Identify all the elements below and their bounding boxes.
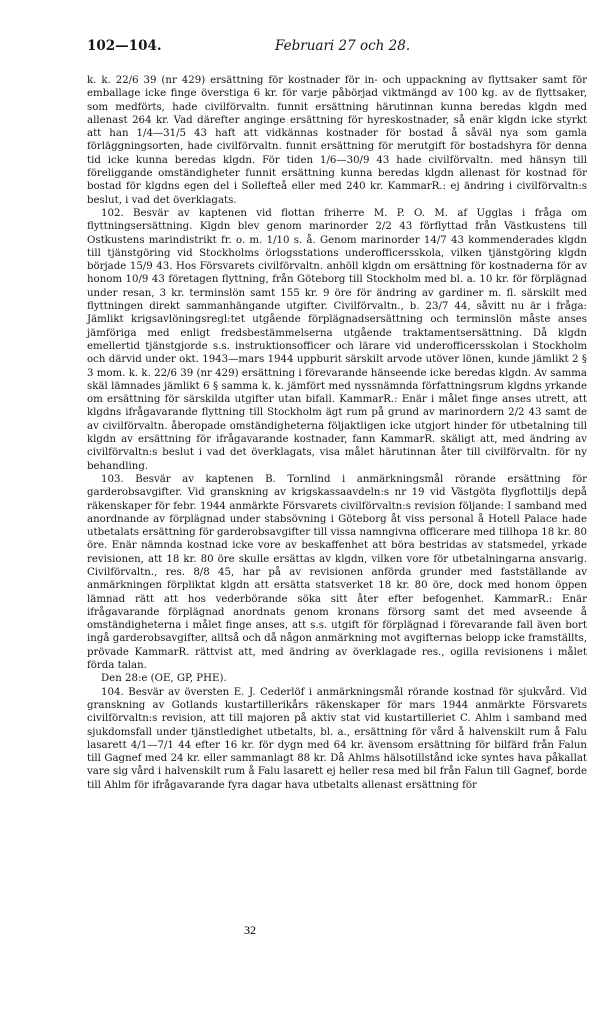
paragraph-case-102: 102. Besvär av kaptenen vid flottan friherre M. P. O. M. af Ugglas i fråga om flyttningsersättning. Klgdn blev genom marinorder 2/2 43 förflyttad från Västkustens till Ostkustens marindistrikt fr. o. m. 1/10 s. å. Genom marinorder 14/7 43 kommenderades klgdn till tjänstgöring vid Stockholms örlogsstations underofficersskola, vilken tjänstgöring klgdn började 15/9 43. Hos Försvarets civilförvaltn. anhöll klgdn om ersättning för kostnaderna för av honom 10/9 43 företagen flyttning, från Göteborg till Stockholm med bl. a. 10 kr. för förplägnad under resan, 3 kr. terminslön samt 155 kr. 9 öre för ändring av gardiner m. fl. särskilt med flyttningen direkt sammanhängande utgifter. Civilförvaltn., b. 23/7 44, såvitt nu är i fråga: Jämlikt krigsavlöningsregl:tet utgående förplägnadsersättning och terminslön måste anses jämföriga med enligt fredsbestämmelserna utgående traktamentsersättning. Då klgdn emellertid tjänstgjorde s.s. instruktionsofficer och lärare vid underofficersskolan i Stockholm och därvid under okt. 1943—mars 1944 uppburit särskilt arvode utöver lönen, kunde jämlikt 2 § 3 mom. k. k. 22/6 39 (nr 429) ersättning i förevarande hänseende icke beredas klgdn. Av samma skäl lämnades jämlikt 6 § samma k. k. jämfört med nyssnämnda författningsrum klgdns yrkande om ersättning för särskilda utgifter utan bifall. KammarR.: Enär i målet finge anses utrett, att klgdns ifrågavarande flyttning till Stockholm ägt rum på grund av marinordern 2/2 43 samt de av civilförvaltn. åberopade omständigheterna följaktligen icke utgjort hinder för utbetalning till klgdn av ersättning för ifrågavarande kostnader, fann KammarR. skäligt att, med ändring av civilförvaltn:s beslut i vad det överklagats, visa målet härutinnan åter till civilförvaltn. för ny behandling. [87, 207, 587, 472]
page-footer [0, 923, 500, 938]
case-range: 102—104. [87, 38, 162, 54]
date-subheading: Den 28:e (OE, GP, PHE). [101, 673, 227, 685]
body-text [87, 74, 587, 792]
header-date: Februari 27 och 28. [275, 38, 411, 54]
paragraph-case-103: 103. Besvär av kaptenen B. Tornlind i anmärkningsmål rörande ersättning för garderobsavgifter. Vid granskning av krigskassaavdeln:s nr 19 vid Västgöta flygflottiljs depå räkenskaper för febr. 1944 anmärkte Försvarets civilförvaltn:s revision följande: I samband med anordnande av förplägnad under stabsövning i Göteborg åt viss personal å Hotell Palace hade utbetalats ersättning för garderobsavgifter till vissa namngivna officerare med tillhopa 18 kr. 80 öre. Enär nämnda kostnad icke vore av beskaffenhet att böra bestridas av statsmedel, yrkade revisionen, att 18 kr. 80 öre skulle ersättas av klgdn, vilken vore för utbetalningarna ansvarig. Civilförvaltn., res. 8/8 45, har på av revisionen anförda grunder med fastställande av anmärkningen förpliktat klgdn att ersätta statsverket 18 kr. 80 öre, dock med honom öppen lämnad rätt att hos vederbörande söka sitt åter efter befogenhet. KammarR.: Enär ifrågavarande förplägnad anordnats genom kronans försorg samt det med avseende å omständigheterna i målet finge anses, att s.s. utgift för förplägnad i förevarande fall även bort ingå garderobsavgifter, alltså och då någon anmärkning mot avgifternas belopp icke framställts, prövade KammarR. rättvist att, med ändring av överklagade res., ogilla revisionens i målet förda talan. [87, 473, 587, 672]
page-header [87, 38, 587, 58]
paragraph-continuation: k. k. 22/6 39 (nr 429) ersättning för kostnader för in- och uppackning av flyttsaker samt för emballage icke finge överstiga 6 kr. för varje påbörjad viktmängd av 100 kg. av de flyttsaker, som medförts, hade civilförvaltn. funnit ersättning härutinnan kunna beredas klgdn med allenast 264 kr. Vad därefter anginge ersättning för hyreskostnader, så enär klgdn icke styrkt att han 1/4—31/5 43 haft att vidkännas kostnader för bostad å såväl nya som gamla förläggningsorten, hade civilförvaltn. funnit ersättning för merutgift för bostadshyra för denna tid icke kunna beredas klgdn. För tiden 1/6—30/9 43 hade civilförvaltn. med hänsyn till föreliggande omständigheter funnit ersättning kunna beredas klgdn allenast för kostnad för bostad för klgdns egen del i Sollefteå eller med 240 kr. KammarR.: ej ändring i civilförvaltn:s beslut, i vad det överklagats. [87, 75, 587, 206]
document-page [87, 38, 587, 792]
page-number: 32 [244, 923, 256, 937]
paragraph-case-104: 104. Besvär av översten E. J. Cederlöf i anmärkningsmål rörande kostnad för sjukvård. Vid granskning av Gotlands kustartillerikårs räkenskaper för mars 1944 anmärkte Försvarets civilförvaltn:s revision, att till majoren på aktiv stat vid kustartilleriet C. Ahlm i samband med sjukdomsfall under tjänstledighet utbetalts, bl. a., ersättning för vård å halvenskilt rum å Falu lasarett 4/1—7/1 44 efter 16 kr. för dygn med 64 kr. ävensom ersättning för bilfärd från Falun till Gagnef med 24 kr. eller sammanlagt 88 kr. Då Ahlms hälsotillstånd icke syntes hava påkallat vare sig vård i halvenskilt rum å Falu lasarett ej heller resa med bil från Falun till Gagnef, borde till Ahlm för ifrågavarande fyra dagar hava utbetalts allenast ersättning för [87, 686, 587, 791]
